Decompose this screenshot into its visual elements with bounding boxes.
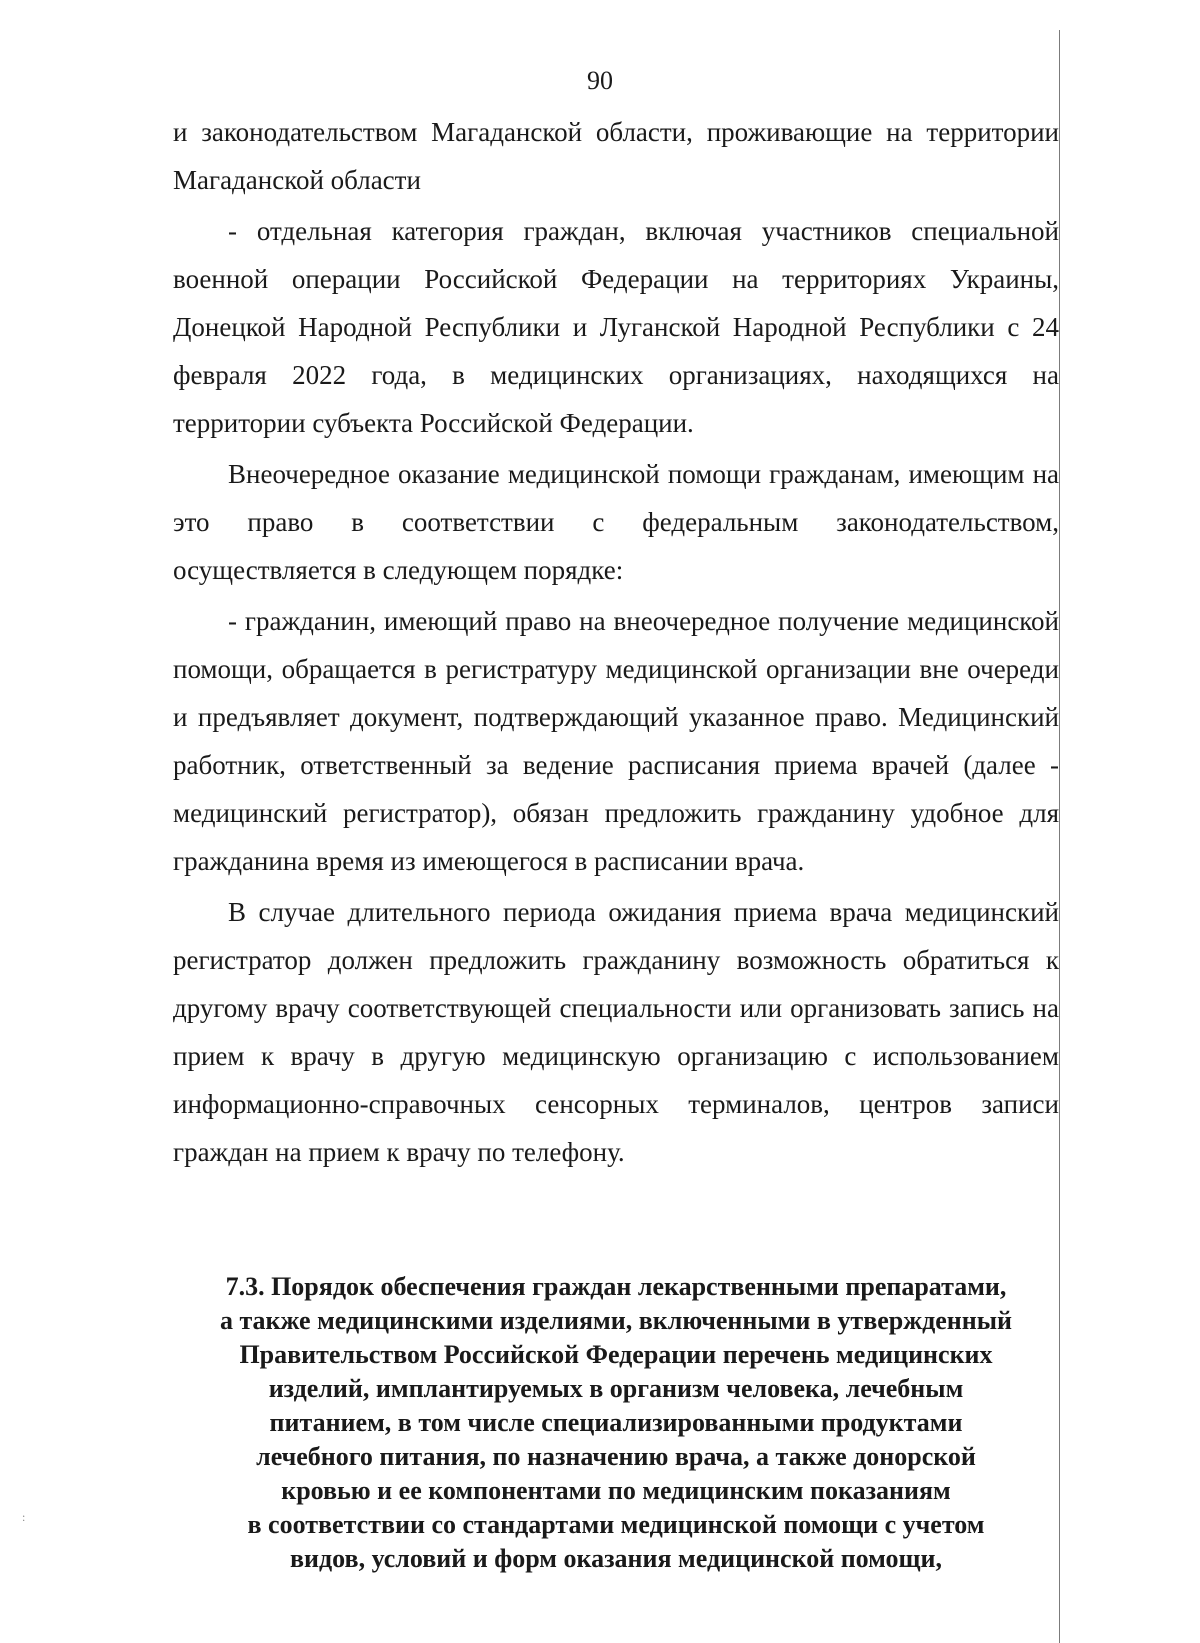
section-heading-line: кровью и ее компонентами по медицинским показаниям <box>281 1476 951 1505</box>
body-text <box>173 108 1059 1179</box>
paragraph-5: В случае длительного периода ожидания приема врача медицинский регистратор должен предложить гражданину возможность обратиться к другому врачу соответствующей специальности или организовать запись на прием к врачу в другую медицинскую организацию с использованием информационно-справочных сенсорных терминалов, центров записи граждан на прием к врачу по телефону. <box>173 897 1059 1167</box>
section-heading-line: а также медицинскими изделиями, включенными в утвержденный <box>219 1306 1013 1335</box>
section-heading-line: лечебного питания, по назначению врача, а также донорской <box>256 1442 976 1471</box>
paragraph-1: и законодательством Магаданской области, проживающие на территории Магаданской области <box>173 117 1059 195</box>
section-heading-line: питанием, в том числе специализированными продуктами <box>269 1408 963 1437</box>
margin-mark: : <box>22 1510 26 1524</box>
page-number: 90 <box>587 66 613 95</box>
section-heading-line: видов, условий и форм оказания медицинской помощи, <box>290 1544 942 1573</box>
section-heading-line: в соответствии со стандартами медицинской помощи с учетом <box>247 1510 985 1539</box>
scan-edge-line <box>1059 30 1060 1643</box>
paragraph-2: - отдельная категория граждан, включая участников специальной военной операции Российской Федерации на территориях Украины, Донецкой Народной Республики и Луганской Народной Республики с 24 февраля 2022 года, в медицинских организациях, находящихся на территории субъекта Российской Федерации. <box>173 216 1059 438</box>
section-heading-line: изделий, имплантируемых в организм человека, лечебным <box>268 1374 964 1403</box>
section-heading <box>173 1270 1059 1576</box>
paragraph-3: Внеочередное оказание медицинской помощи гражданам, имеющим на это право в соответствии с федеральным законодательством, осуществляется в следующем порядке: <box>173 459 1059 585</box>
paragraph-4: - гражданин, имеющий право на внеочередное получение медицинской помощи, обращается в регистратуру медицинской организации вне очереди и предъявляет документ, подтверждающий указанное право. Медицинский работник, ответственный за ведение расписания приема врачей (далее - медицинский регистратор), обязан предложить гражданину удобное для гражданина время из имеющегося в расписании врача. <box>173 606 1059 876</box>
section-heading-line: Правительством Российской Федерации перечень медицинских <box>239 1340 993 1369</box>
section-heading-line: 7.3. Порядок обеспечения граждан лекарственными препаратами, <box>225 1272 1007 1301</box>
